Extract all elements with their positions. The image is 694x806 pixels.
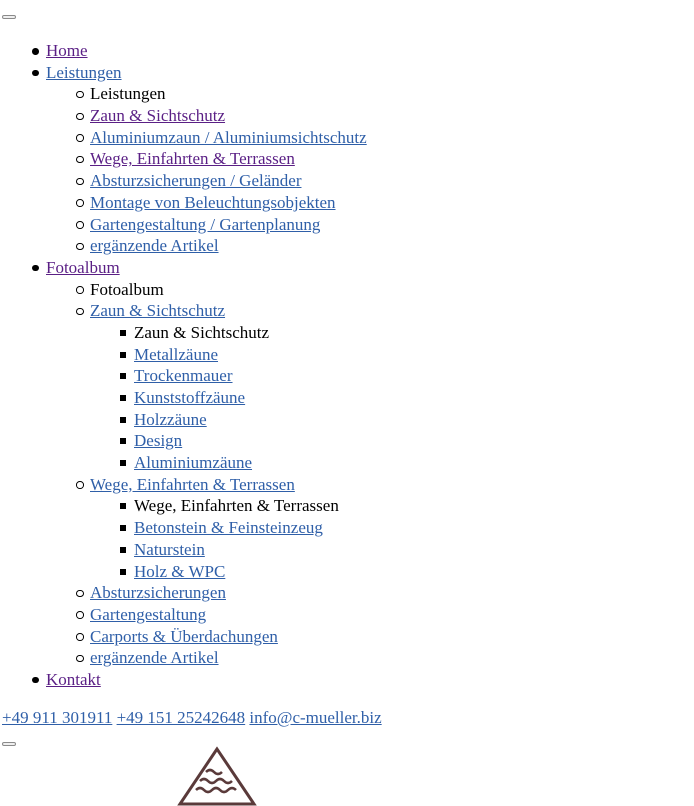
nav-link-kunststoffzaeune[interactable]: Kunststoffzäune — [134, 388, 246, 407]
submenu-header-label: Wege, Einfahrten & Terrassen — [134, 496, 339, 516]
nav-item-naturstein — [0, 539, 694, 561]
secondary-toggle-button[interactable] — [2, 742, 16, 746]
email-link[interactable]: info@c-mueller.biz — [249, 708, 382, 727]
nav-item-gartengestaltung-planung — [0, 214, 694, 236]
nav-item-leistungen — [0, 62, 694, 84]
nav-item-carports — [0, 626, 694, 648]
nav-item-foto-wege — [0, 474, 694, 496]
nav-link-betonstein[interactable]: Betonstein & Feinsteinzeug — [134, 518, 323, 538]
submenu-header-foto-wege — [0, 495, 694, 517]
nav-item-trockenmauer — [0, 365, 694, 387]
nav-link-foto-absturz[interactable]: Absturzsicherungen — [90, 583, 226, 603]
submenu-header-fotoalbum — [0, 279, 694, 301]
nav-link-holz-wpc[interactable]: Holz & WPC — [134, 561, 226, 581]
main-navigation — [0, 40, 694, 691]
nav-link-wege-einfahrten[interactable]: Wege, Einfahrten & Terrassen — [90, 149, 295, 169]
submenu-header-leistungen — [0, 83, 694, 105]
nav-item-design — [0, 430, 694, 452]
submenu-header-label: Zaun & Sichtschutz — [134, 322, 270, 342]
nav-link-foto-ergaenzende[interactable]: ergänzende Artikel — [90, 648, 219, 668]
nav-link-kontakt[interactable]: Kontakt — [46, 669, 101, 689]
nav-link-aluminiumzaun[interactable]: Aluminiumzaun / Aluminiumsichtschutz — [90, 127, 367, 147]
nav-link-fotoalbum[interactable]: Fotoalbum — [46, 257, 120, 277]
nav-item-home — [0, 40, 694, 62]
nav-item-aluminiumzaeune — [0, 452, 694, 474]
nav-link-metallzaeune[interactable]: Metallzäune — [134, 344, 219, 364]
nav-item-kontakt — [0, 669, 694, 691]
contact-bar — [2, 707, 382, 729]
submenu-header-foto-zaun — [0, 322, 694, 344]
nav-item-betonstein — [0, 517, 694, 539]
nav-link-design[interactable]: Design — [134, 431, 183, 451]
nav-link-gartengestaltung-planung[interactable]: Gartengestaltung / Gartenplanung — [90, 214, 321, 234]
company-logo — [172, 746, 262, 806]
nav-item-ergaenzende-artikel — [0, 235, 694, 257]
logo-triangle — [180, 749, 254, 804]
logo-wave-2 — [200, 779, 232, 783]
nav-link-holzzaeune[interactable]: Holzzäune — [134, 409, 207, 429]
nav-link-zaun-sichtschutz[interactable]: Zaun & Sichtschutz — [90, 106, 226, 126]
nav-item-foto-zaun — [0, 300, 694, 322]
logo-wave-1 — [206, 770, 222, 774]
nav-link-foto-zaun[interactable]: Zaun & Sichtschutz — [90, 301, 226, 321]
nav-item-montage-beleuchtung — [0, 192, 694, 214]
nav-link-ergaenzende-artikel[interactable]: ergänzende Artikel — [90, 236, 219, 256]
nav-item-metallzaeune — [0, 344, 694, 366]
nav-link-carports[interactable]: Carports & Überdachungen — [90, 626, 278, 646]
nav-link-foto-wege[interactable]: Wege, Einfahrten & Terrassen — [90, 474, 295, 494]
phone-link-1[interactable]: +49 911 301911 — [2, 708, 113, 727]
nav-item-fotoalbum — [0, 257, 694, 279]
nav-item-absturzsicherungen-gelaender — [0, 170, 694, 192]
nav-link-home[interactable]: Home — [46, 41, 88, 60]
nav-item-holz-wpc — [0, 561, 694, 583]
nav-link-absturzsicherungen-gelaender[interactable]: Absturzsicherungen / Geländer — [90, 171, 302, 191]
nav-link-leistungen[interactable]: Leistungen — [46, 62, 122, 82]
phone-link-2[interactable]: +49 151 25242648 — [116, 708, 246, 727]
nav-link-trockenmauer[interactable]: Trockenmauer — [134, 366, 233, 386]
nav-item-holzzaeune — [0, 409, 694, 431]
nav-link-montage-beleuchtung[interactable]: Montage von Beleuchtungsobjekten — [90, 192, 336, 212]
submenu-header-label: Leistungen — [90, 84, 166, 104]
nav-item-wege-einfahrten — [0, 148, 694, 170]
submenu-header-label: Fotoalbum — [90, 279, 164, 299]
nav-link-naturstein[interactable]: Naturstein — [134, 539, 205, 559]
nav-item-kunststoffzaeune — [0, 387, 694, 409]
nav-item-aluminiumzaun — [0, 127, 694, 149]
nav-link-foto-garten[interactable]: Gartengestaltung — [90, 604, 207, 624]
nav-link-aluminiumzaeune[interactable]: Aluminiumzäune — [134, 453, 253, 473]
menu-toggle-button[interactable] — [2, 15, 16, 19]
nav-item-foto-ergaenzende — [0, 647, 694, 669]
nav-item-foto-absturz — [0, 582, 694, 604]
logo-wave-3 — [196, 788, 236, 792]
nav-item-zaun-sichtschutz — [0, 105, 694, 127]
nav-item-foto-garten — [0, 604, 694, 626]
